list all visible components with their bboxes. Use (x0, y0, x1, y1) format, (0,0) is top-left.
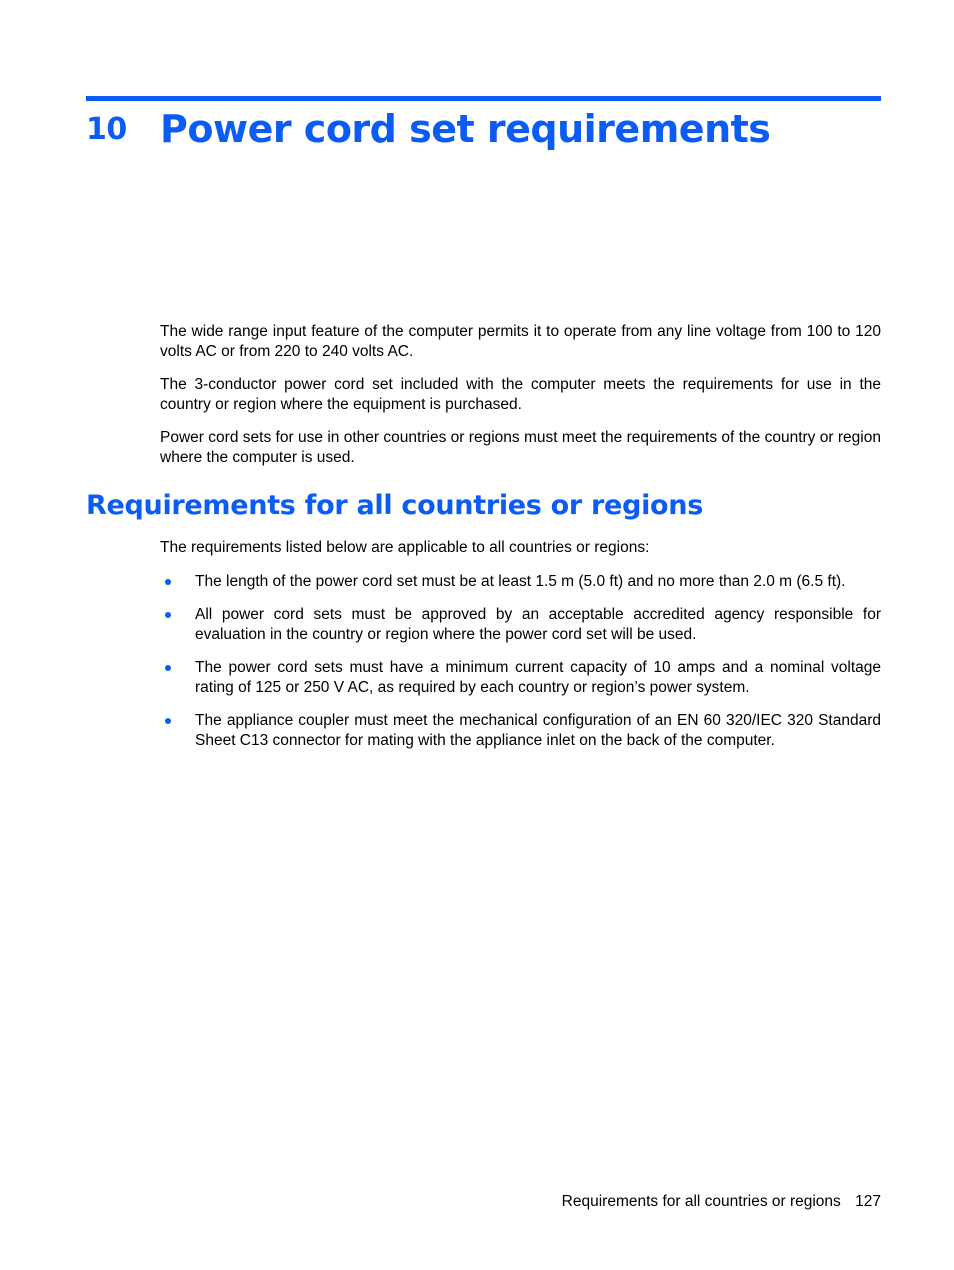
chapter-title: Power cord set requirements (160, 107, 771, 151)
requirements-list (160, 572, 881, 751)
chapter-rule (86, 96, 881, 101)
list-item-text: The power cord sets must have a minimum current capacity of 10 amps and a nominal voltage rating of 125 or 250 V AC, as required by each country or region’s power system. (195, 659, 881, 696)
intro-text (160, 322, 881, 481)
intro-paragraph: Power cord sets for use in other countries or regions must meet the requirements of the country or region where the computer is used. (160, 429, 881, 466)
section-heading: Requirements for all countries or regions (86, 490, 703, 521)
bullet-icon (165, 718, 171, 724)
bullet-icon (165, 665, 171, 671)
section-lead: The requirements listed below are applicable to all countries or regions: (160, 539, 650, 556)
list-item (160, 658, 881, 698)
list-item-text: All power cord sets must be approved by an acceptable accredited agency responsible for evaluation in the country or region where the power cord set will be used. (195, 606, 881, 643)
list-item-text: The length of the power cord set must be at least 1.5 m (5.0 ft) and no more than 2.0 m (6.5 ft). (195, 573, 846, 590)
list-item (160, 605, 881, 645)
bullet-icon (165, 612, 171, 618)
section-body (160, 538, 881, 764)
list-item-text: The appliance coupler must meet the mechanical configuration of an EN 60 320/IEC 320 Standard Sheet C13 connector for mating with the appliance inlet on the back of the computer. (195, 712, 881, 749)
footer-section-name: Requirements for all countries or regions (561, 1193, 841, 1210)
list-item (160, 711, 881, 751)
chapter-heading (86, 104, 881, 154)
page-number: 127 (855, 1193, 881, 1210)
intro-paragraph: The 3-conductor power cord set included with the computer meets the requirements for use in the country or region where the equipment is purchased. (160, 376, 881, 413)
bullet-icon (165, 579, 171, 585)
list-item (160, 572, 881, 592)
page-footer (562, 1192, 881, 1212)
intro-paragraph: The wide range input feature of the computer permits it to operate from any line voltage from 100 to 120 volts AC or from 220 to 240 volts AC. (160, 323, 881, 360)
chapter-number: 10 (86, 111, 127, 147)
